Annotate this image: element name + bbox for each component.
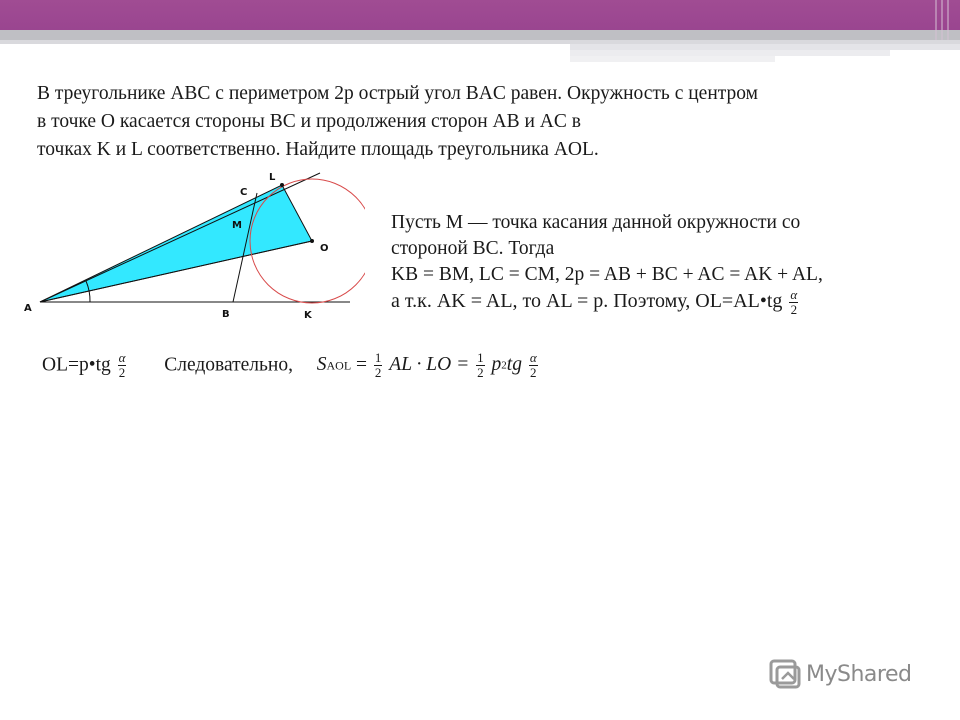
header-stripe [570,56,775,62]
solution-text [391,210,931,317]
fraction-denominator: 2 [477,365,484,381]
point-l [280,183,284,187]
triangle-diagram [20,165,365,330]
area-subscript: AOL [326,358,352,373]
fraction-denominator: 2 [790,302,798,317]
watermark-text: MyShared [806,661,912,687]
therefore-text: Следовательно, [164,354,293,376]
result-formula [42,350,942,381]
problem-statement [37,80,937,164]
fraction-alpha-half [789,288,798,317]
fraction-denominator: 2 [118,365,126,381]
fraction-numerator: α [790,287,798,302]
final-tg: tg [506,354,522,376]
header-band [0,0,960,30]
solution-line [391,288,931,317]
final-expression [492,354,522,375]
label-c: C [240,187,248,198]
label-l: L [269,172,276,183]
fraction-numerator: α [529,350,537,366]
fraction-denominator: 2 [374,365,382,381]
equals-sign: = [356,354,368,376]
triangle-fill [40,185,312,302]
solution-line: KB = BM, LC = CM, 2p = AB + BC + AC = AK + AL, [391,264,823,285]
final-p: p [491,354,502,376]
final-exponent: 2 [501,359,507,372]
area-letter: S [316,354,327,376]
fraction-one-half [476,351,485,380]
label-m: M [232,220,242,231]
myshared-logo-icon [768,657,802,691]
fraction-numerator: α [118,350,126,366]
label-o: O [320,243,329,254]
solution-line: Пусть M — точка касания данной окружности со [391,212,801,233]
fraction-alpha-half [529,351,538,380]
corner-decoration [930,0,960,40]
area-symbol [317,354,351,375]
myshared-watermark [768,656,938,692]
label-k: K [304,310,312,321]
solution-line: стороной BC. Тогда [391,238,555,259]
problem-line: в точке O касается стороны BC и продолжения сторон AB и AC в [37,111,581,132]
center-point [310,239,314,243]
fraction-numerator: 1 [374,350,382,366]
fraction-one-half [374,351,383,380]
label-b: B [222,309,230,320]
fraction-numerator: 1 [477,350,484,366]
header-stripe [0,30,960,40]
solution-line-text: а т.к. AK = AL, то AL = p. Поэтому, OL=AL•tg [391,290,783,313]
fraction-denominator: 2 [529,365,537,381]
area-expression: AL · LO = [389,354,470,375]
fraction-alpha-half [118,351,127,380]
ol-formula: OL=p•tg [42,354,111,376]
label-a: A [24,303,32,314]
problem-line: точках K и L соответственно. Найдите площадь треугольника AOL. [37,139,599,160]
problem-line: В треугольнике ABC с периметром 2p острый угол BAC равен. Окружность с центром [37,83,758,104]
